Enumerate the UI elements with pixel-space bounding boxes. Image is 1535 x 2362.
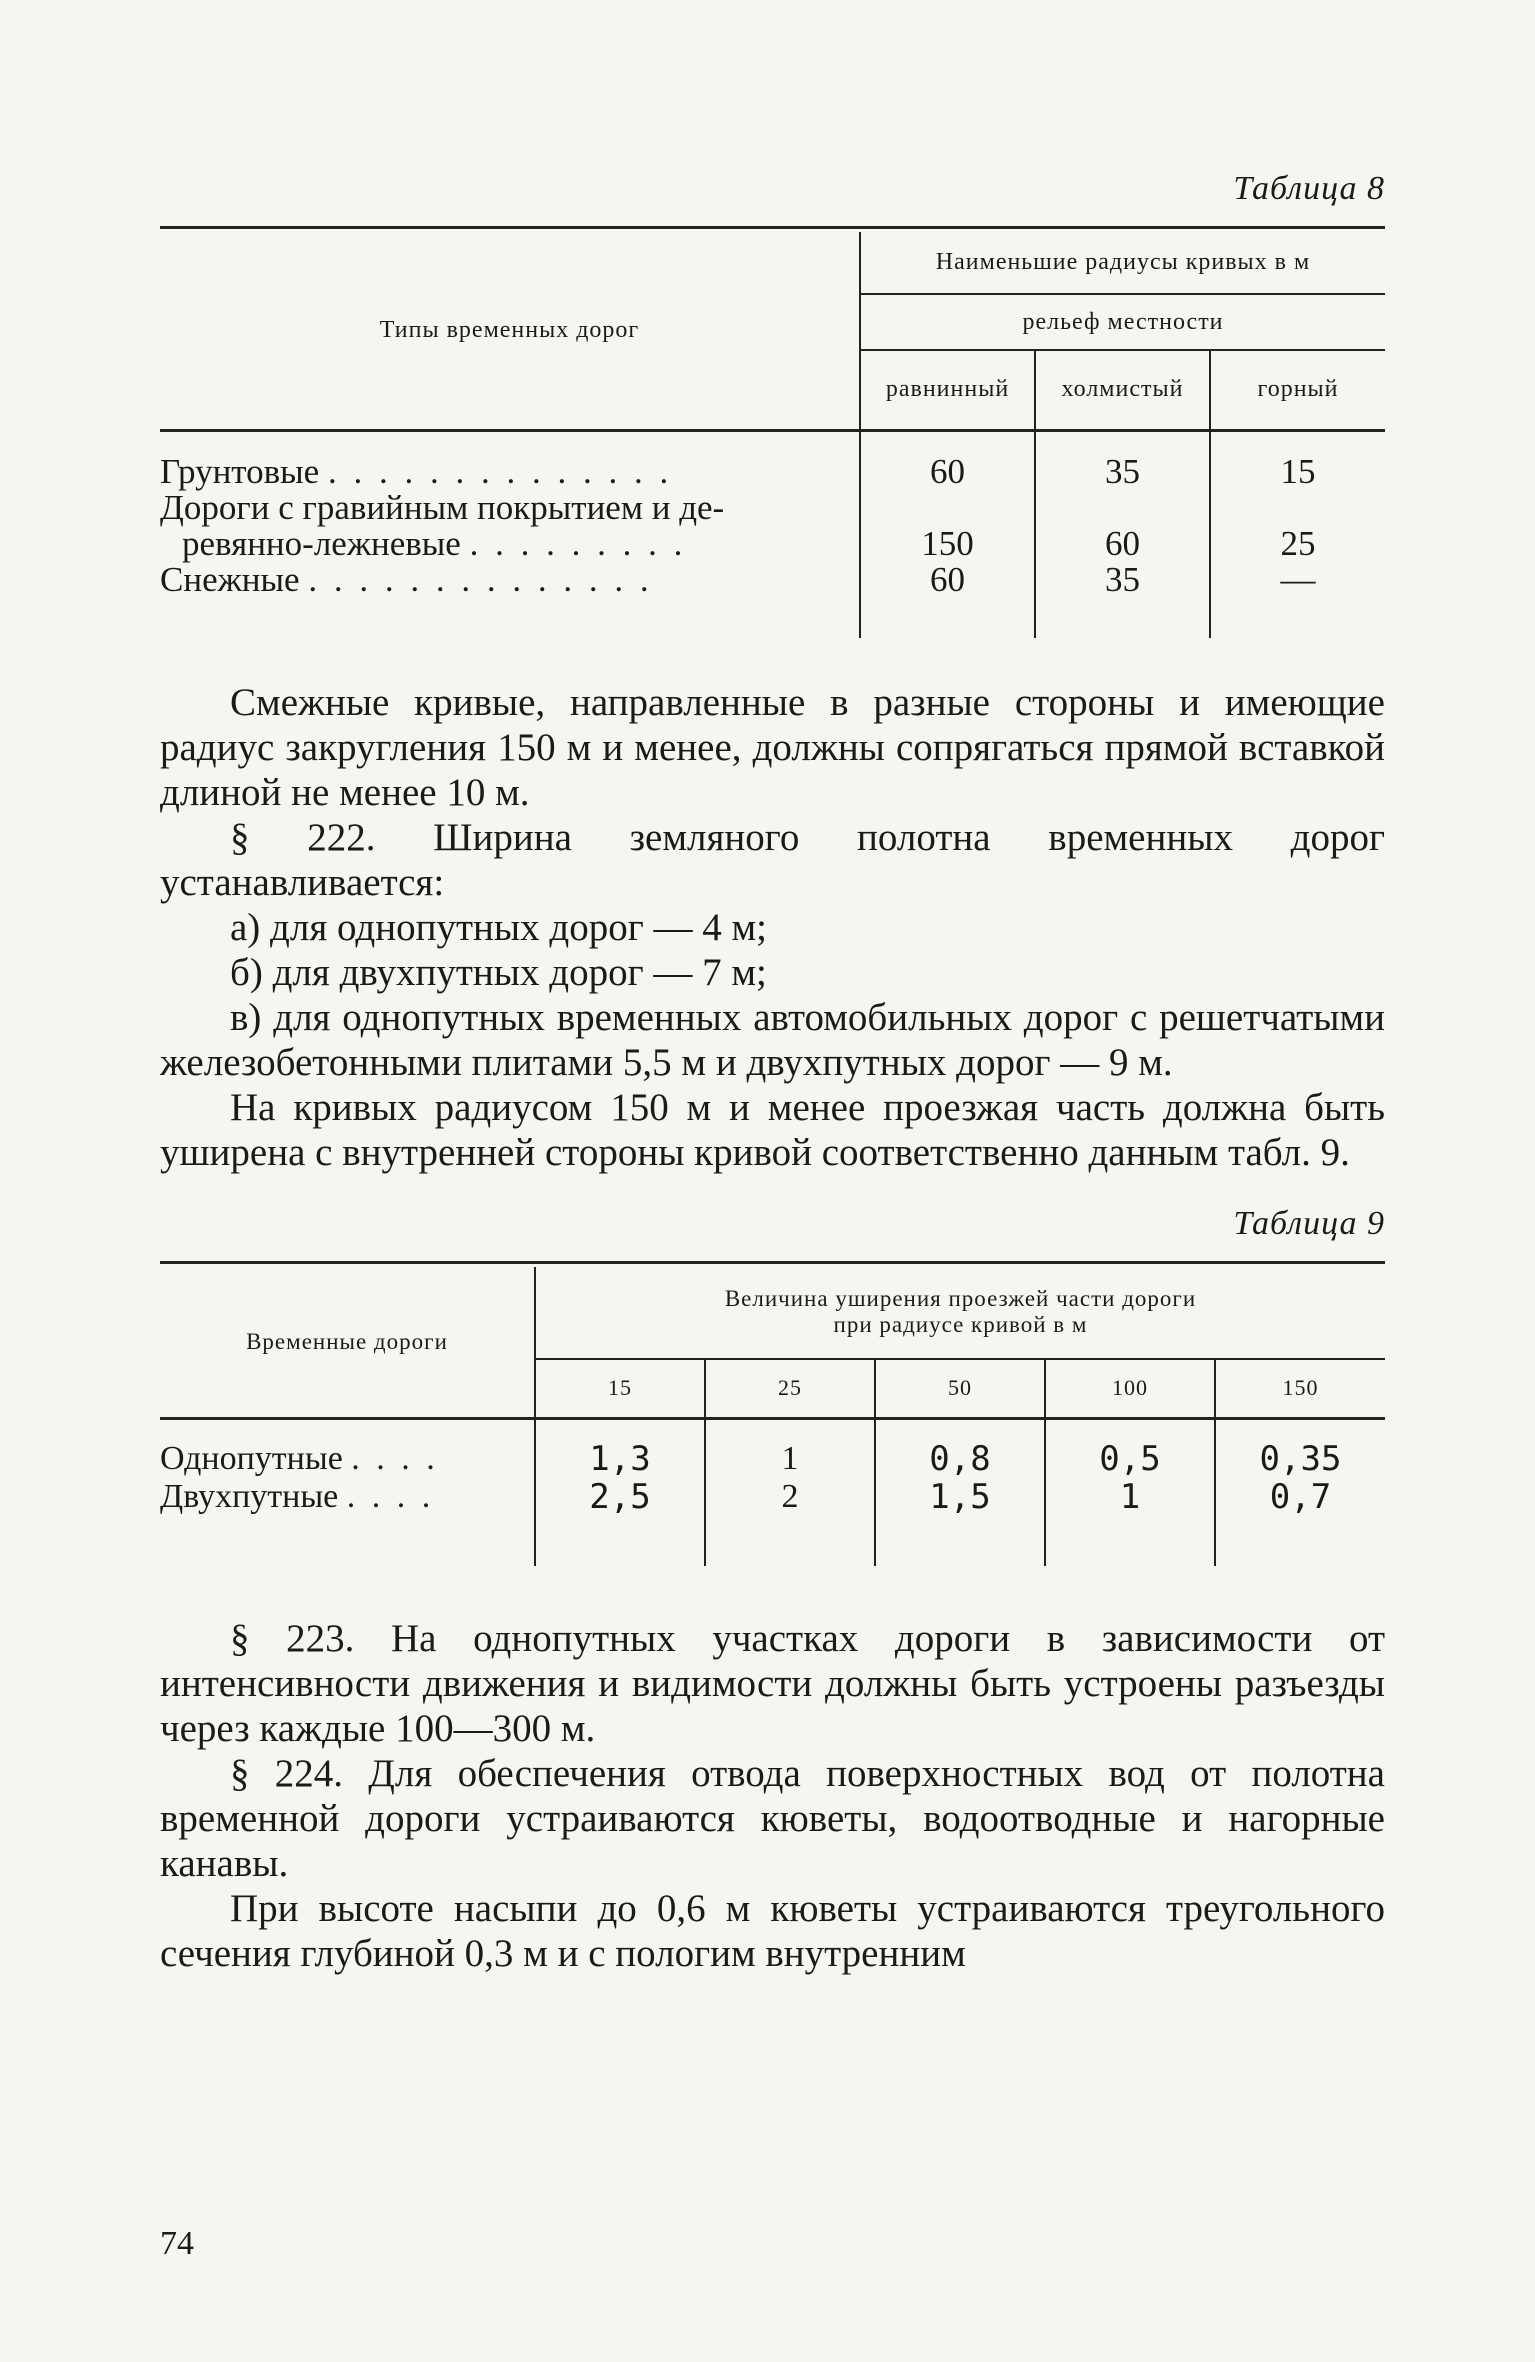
table-cell: 60	[930, 451, 965, 491]
paragraph: б) для двухпутных дорог — 7 м;	[230, 950, 767, 994]
table-row-label: Снежные . . . . . . . . . . . . . .	[160, 559, 653, 599]
paragraph: в) для однопутных временных автомобильных дорог с решетчатыми железобетонными плитами 5,5 м и двухпутных дорог — 9 м.	[160, 995, 1385, 1084]
table-cell: 2,5	[589, 1477, 651, 1517]
table9-col-header: 150	[1215, 1359, 1385, 1419]
table9-col-header: 25	[705, 1359, 875, 1419]
table8-sub-header: рельеф местности	[860, 294, 1385, 350]
table8-col-values	[1035, 430, 1210, 638]
paragraph: а) для однопутных дорог — 4 м;	[230, 905, 767, 949]
table9-group-header	[535, 1267, 1385, 1359]
table8-col-header: равнинный	[860, 350, 1035, 430]
table-row-label: ревянно-лежневые . . . . . . . . .	[182, 523, 687, 563]
table-row-label: Дороги с гравийным покрытием и де-	[160, 487, 725, 527]
table-cell: 2	[781, 1478, 799, 1515]
table-cell: 60	[1105, 523, 1140, 563]
table9-col-header: 100	[1045, 1359, 1215, 1419]
table-cell: 1,5	[929, 1477, 991, 1517]
table-cell: 0,8	[929, 1439, 991, 1479]
table8-col-header: холмистый	[1035, 350, 1210, 430]
table8-col-header: горный	[1210, 350, 1385, 430]
table9-labels	[160, 1419, 535, 1567]
page-number: 74	[160, 2225, 194, 2262]
table-cell: 1,3	[589, 1439, 651, 1479]
table8-col-values	[1210, 430, 1385, 638]
table9	[160, 1267, 1385, 1567]
table-cell: 0,35	[1259, 1439, 1342, 1479]
table9-col-values	[1215, 1419, 1385, 1567]
table-cell: 35	[1105, 451, 1140, 491]
table-cell: 1	[781, 1440, 799, 1477]
paragraph: § 224. Для обеспечения отвода поверхностных вод от полотна временной дороги устраиваются кюветы, водоотводные и нагорные канавы.	[160, 1752, 1385, 1885]
table-row-label: Двухпутные . . . .	[160, 1478, 435, 1515]
table8-caption: Таблица 8	[1233, 170, 1385, 207]
table8-col-values	[860, 430, 1035, 638]
table-cell: 25	[1280, 523, 1316, 563]
table8-labels	[160, 430, 860, 638]
table9-col-header: 15	[535, 1359, 705, 1419]
table9-col-header: 50	[875, 1359, 1045, 1419]
table-cell: 150	[921, 523, 974, 563]
paragraph: Смежные кривые, направленные в разные стороны и имеющие радиус закругления 150 м и менее, должны сопрягаться прямой вставкой длиной не менее 10 м.	[160, 680, 1385, 814]
table-cell: —	[1280, 559, 1316, 599]
table9-col-values	[875, 1419, 1045, 1567]
table9-group-header-line: Величина уширения проезжей части дороги	[724, 1286, 1197, 1311]
table8-group-header: Наименьшие радиусы кривых в м	[860, 232, 1385, 294]
table9-col-values	[535, 1419, 705, 1567]
table9-group-header-line: при радиусе кривой в м	[833, 1312, 1088, 1337]
paragraph: § 222. Ширина земляного полотна временных дорог устанавливается:	[160, 815, 1385, 904]
table-cell: 35	[1105, 559, 1140, 599]
table-cell: 0,5	[1099, 1439, 1161, 1479]
table9-col-values	[705, 1419, 875, 1567]
table9-row-header: Временные дороги	[160, 1267, 535, 1419]
table9-caption: Таблица 9	[1233, 1204, 1385, 1242]
paragraph: При высоте насыпи до 0,6 м кюветы устраиваются треугольного сечения глубиной 0,3 м и с пологим внутренним	[160, 1887, 1385, 1975]
table-cell: 1	[1119, 1477, 1141, 1517]
paragraph: На кривых радиусом 150 м и менее проезжая часть должна быть уширена с внутренней стороны кривой соответственно данным табл. 9.	[160, 1085, 1385, 1174]
page	[160, 170, 1385, 1976]
paragraph: § 223. На однопутных участках дороги в зависимости от интенсивности движения и видимости должны быть устроены разъезды через каждые 100—300 м.	[160, 1617, 1385, 1750]
table-row-label: Грунтовые . . . . . . . . . . . . . .	[160, 451, 673, 491]
table-cell: 0,7	[1269, 1477, 1332, 1517]
table9-col-values	[1045, 1419, 1215, 1567]
table-cell: 15	[1280, 451, 1316, 491]
table-row-label: Однопутные . . . .	[160, 1440, 439, 1477]
table8	[160, 232, 1385, 638]
table-cell: 60	[930, 559, 965, 599]
table8-row-header: Типы временных дорог	[160, 232, 860, 430]
